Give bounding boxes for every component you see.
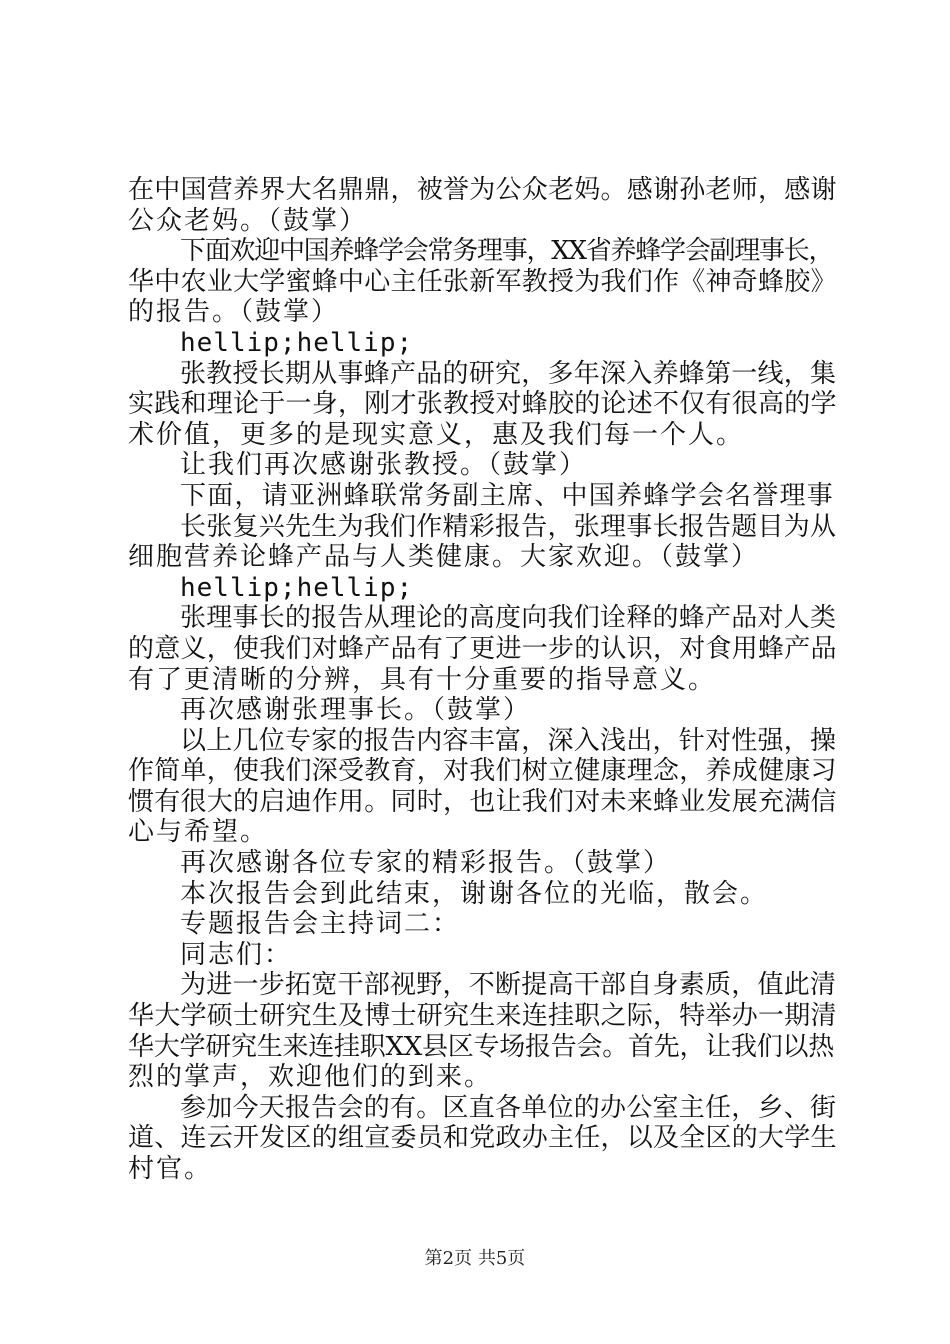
text-line: 同志们： [180, 939, 293, 970]
text-line: 让我们再次感谢张教授。（鼓掌） [180, 450, 588, 481]
text-line: 在中国营养界大名鼎鼎，被誉为公众老妈。感谢孙老师，感谢 [128, 175, 837, 205]
text-line: 张教授长期从事蜂产品的研究，多年深入养蜂第一线，集 [180, 358, 837, 389]
text-line: 惯有很大的启迪作用。同时，也让我们对未来蜂业发展充满信 [128, 786, 837, 817]
text-line: 的报告。（鼓掌） [128, 297, 340, 328]
text-line: 华中农业大学蜜蜂中心主任张新军教授为我们作《神奇蜂胶》 [128, 266, 837, 297]
text-line: 心与希望。 [128, 817, 269, 848]
text-line: 为进一步拓宽干部视野，不断提高干部自身素质，值此清 [180, 970, 837, 1001]
text-line: 华大学硕士研究生及博士研究生来连挂职之际，特举办一期清 [128, 1001, 837, 1032]
text-line: 道、连云开发区的组宣委员和党政办主任，以及全区的大学生 [128, 1123, 837, 1154]
text-line: 实践和理论于一身，刚才张教授对蜂胶的论述不仅有很高的学 [128, 389, 837, 420]
text-line: 烈的掌声，欢迎他们的到来。 [128, 1062, 493, 1093]
text-line: 下面，请亚洲蜂联常务副主席、中国养蜂学会名誉理事 [180, 480, 835, 511]
text-line: 再次感谢各位专家的精彩报告。（鼓掌） [180, 848, 672, 879]
text-line: 作简单，使我们深受教育，对我们树立健康理念，养成健康习 [128, 756, 837, 787]
text-line: hellip;hellip; [180, 327, 414, 358]
text-line: 的意义，使我们对蜂产品有了更进一步的认识，对食用蜂产品 [128, 633, 837, 664]
text-line: 参加今天报告会的有。区直各单位的办公室主任，乡、街 [180, 1092, 837, 1123]
text-line: 以上几位专家的报告内容丰富，深入浅出，针对性强，操 [180, 725, 837, 756]
text-line: 有了更清晰的分辨，具有十分重要的指导意义。 [128, 664, 717, 695]
text-line: 细胞营养论蜂产品与人类健康。大家欢迎。（鼓掌） [128, 542, 760, 573]
text-line: 专题报告会主持词二： [180, 909, 461, 940]
text-line: 村官。 [128, 1154, 213, 1184]
text-line: 张理事长的报告从理论的高度向我们诠释的蜂产品对人类 [180, 603, 837, 634]
text-line: hellip;hellip; [180, 572, 414, 603]
text-line: 本次报告会到此结束，谢谢各位的光临，散会。 [180, 878, 769, 909]
text-line: 长张复兴先生为我们作精彩报告，张理事长报告题目为从 [180, 511, 837, 542]
text-line: 下面欢迎中国养蜂学会常务理事，XX省养蜂学会副理事长， [180, 236, 834, 267]
text-line: 华大学研究生来连挂职XX县区专场报告会。首先，让我们以热 [128, 1031, 835, 1062]
text-line: 公众老妈。（鼓掌） [128, 205, 368, 236]
text-line: 术价值，更多的是现实意义，惠及我们每一个人。 [128, 419, 745, 450]
page-footer: 第2页 共5页 [424, 1248, 526, 1269]
document-body [128, 175, 838, 1185]
text-line: 再次感谢张理事长。（鼓掌） [180, 695, 532, 726]
